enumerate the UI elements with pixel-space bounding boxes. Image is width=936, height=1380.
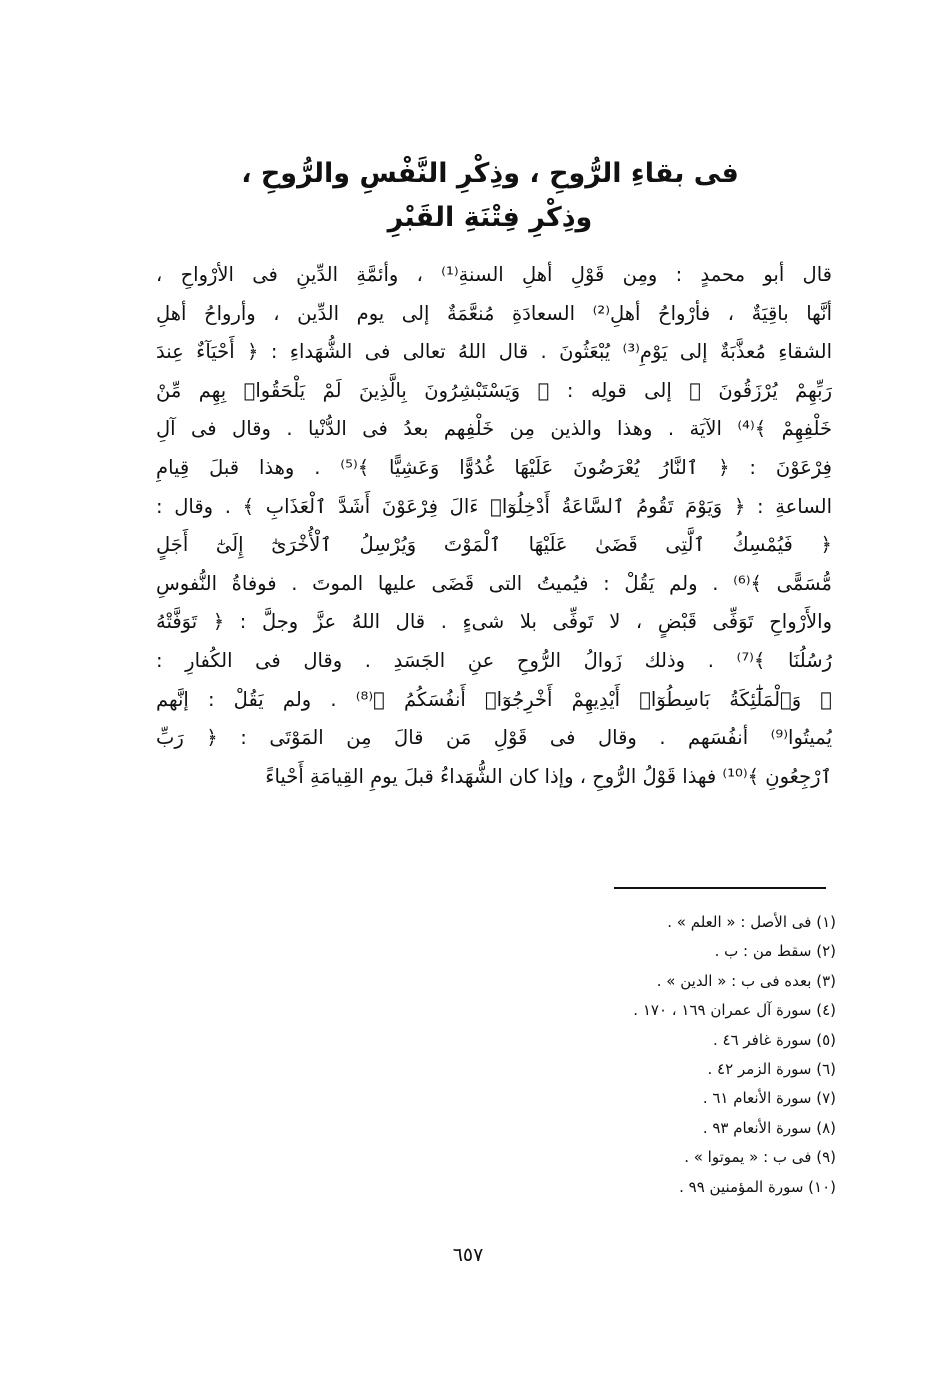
footnote-item: (٩) فى ب : « يموتوا » . [684, 1148, 836, 1167]
footnote-item: (٢) سقط من : ب . [714, 942, 836, 961]
body-line: والأَرْواحِ تَوَفِّى قَبْضٍ ، لا تَوفِّى بلا شىءٍ . قال اللهُ عزَّ وجلَّ : ﴿ تَوَفَّتْهُ [156, 610, 832, 634]
footnote-item: (٨) سورة الأنعام ٩٣ . [702, 1118, 836, 1137]
chapter-title-line-2: وذِكْرِ فِتْنَةِ القَبْرِ [387, 202, 593, 233]
body-line: قال أبو محمدٍ : ومِن قَوْلِ أهلِ السنةِ⁽¹⁾ ، وأئمَّةِ الدِّينِ فى الأرْواحِ ، [156, 263, 832, 286]
body-line: فِرْعَوْنَ : ﴿ ٱلنَّارُ يُعْرَضُونَ عَلَيْهَا غُدُوًّا وَعَشِيًّا ﴾⁽⁵⁾ . وهذا قبلَ قِيامِ [156, 455, 832, 479]
footnote-separator [614, 887, 826, 889]
body-line: أنَّها باقِيَةٌ ، فأرْواحُ أهلِ⁽²⁾ السعادَةِ مُنعَّمَةٌ إلى يوم الدِّين ، وأرواحُ أهلِ [156, 301, 832, 325]
footnote-item: (١) فى الأصل : « العلم » . [667, 913, 836, 931]
body-line: يُميتُوا⁽⁹⁾ أنفُسَهم . وقال فى قَوْلِ مَن قالَ مِن المَوْتَى : ﴿ رَبِّ [156, 726, 832, 750]
page-number: ٦٥٧ [452, 1244, 484, 1266]
footnote-item: (٤) سورة آل عمران ١٦٩ ، ١٧٠ . [633, 1001, 836, 1020]
body-paragraph [156, 256, 832, 796]
footnote-item: (٧) سورة الأنعام ٦١ . [702, 1089, 836, 1108]
footnotes-list [416, 908, 836, 1202]
chapter-title-line-1: فى بقاءِ الرُّوحِ ، وذِكْرِ النَّفْسِ والرُّوحِ ، [241, 158, 739, 189]
footnote-item: (١٠) سورة المؤمنين ٩٩ . [679, 1177, 836, 1196]
body-line: ﴿ فَيُمْسِكُ ٱلَّتِى قَضَىٰ عَلَيْهَا ٱلْمَوْتَ وَيُرْسِلُ ٱلْأُخْرَىٰٓ إِلَىٰٓ أَجَلٍ [156, 533, 832, 557]
footnote-item: (٥) سورة غافر ٤٦ . [712, 1030, 836, 1049]
footnote-item: (٣) بعده فى ب : « الدين » . [656, 971, 836, 990]
body-line: ٱرْجِعُونِ ﴾⁽¹⁰⁾ فهذا قَوْلُ الرُّوحِ ، وإذا كان الشُّهَداءُ قبلَ يومِ القِيامَةِ أَحْياءً [265, 764, 832, 788]
body-line: رَبِّهِمْ يُرْزَقُونَ ﴾ إلى قولِه : ﴿ وَيَسْتَبْشِرُونَ بِالَّذِينَ لَمْ يَلْحَقُوا۟ بِهِم مِّنْ [156, 378, 832, 402]
body-line: خَلْفِهِمْ ﴾⁽⁴⁾ الآيَة . وهذا والذين مِن خَلْفِهم بعدُ فى الدُّنْيا . وقال فى آلِ [156, 417, 832, 441]
body-line: مُّسَمًّى ﴾⁽⁶⁾ . ولم يَقُلْ : فيُميتُ التى قَضَى عليها الموتَ . فوفاةُ النُّفوسِ [156, 571, 832, 595]
footnote-item: (٦) سورة الزمر ٤٢ . [707, 1059, 836, 1078]
body-line: ﴿ وَٱلْمَلَٰٓئِكَةُ بَاسِطُوٓا۟ أَيْدِيهِمْ أَخْرِجُوٓا۟ أَنفُسَكُمُ ﴾⁽⁸⁾ . ولم يَقُلْ : إنَّهم [156, 687, 832, 711]
body-line: رُسُلُنَا ﴾⁽⁷⁾ . وذلك زَوالُ الرُّوحِ عنِ الجَسَدِ . وقال فى الكُفارِ : [156, 648, 832, 672]
body-line: الشقاءِ مُعذَّبَةٌ إلى يَوْمِ⁽³⁾ يُبْعَثُونَ . قال اللهُ تعالى فى الشُّهَداءِ : ﴿ أَحْيَآءٌ عِندَ [156, 340, 832, 364]
body-line: الساعةِ : ﴿ وَيَوْمَ تَقُومُ ٱلسَّاعَةُ أَدْخِلُوٓا۟ ءَالَ فِرْعَوْنَ أَشَدَّ ٱلْعَذَابِ ﴾ . وقال : [156, 494, 832, 518]
